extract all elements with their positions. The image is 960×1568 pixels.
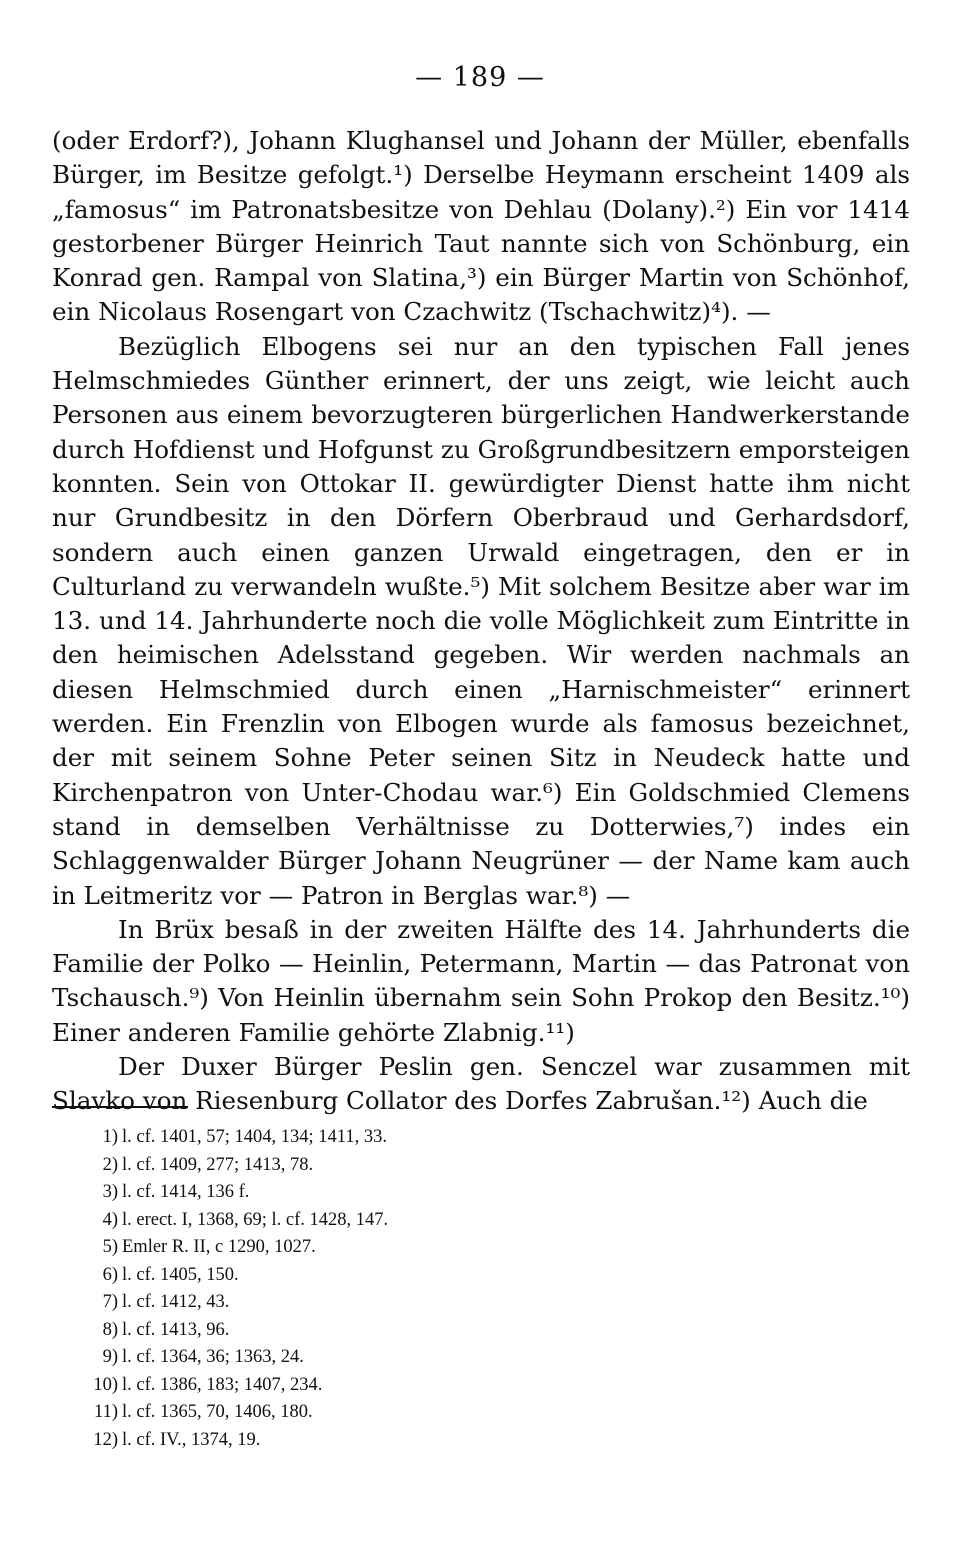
footnote <box>72 1399 872 1427</box>
paragraph: Bezüglich Elbogens sei nur an den typischen Fall jenes Helmschmiedes Günther erinnert, der uns zeigt, wie leicht auch Personen aus einem bevorzugteren bürgerlichen Handwerkerstande durch Hofdienst und Hofgunst zu Großgrundbesitzern emporsteigen konnten. Sein von Ottokar II. gewürdigter Dienst hatte ihm nicht nur Grundbesitz in den Dörfern Oberbraud und Gerhardsdorf, sondern auch einen ganzen Urwald eingetragen, den er in Culturland zu verwandeln wußte.⁵) Mit solchem Besitze aber war im 13. und 14. Jahrhunderte noch die volle Möglichkeit zum Eintritte in den heimischen Adelsstand gegeben. Wir werden nachmals an diesen Helmschmied durch einen „Harnischmeister“ erinnert werden. Ein Frenzlin von Elbogen wurde als famosus bezeichnet, der mit seinem Sohne Peter seinen Sitz in Neudeck hatte und Kirchenpatron von Unter-Chodau war.⁶) Ein Goldschmied Clemens stand in demselben Verhältnisse zu Dotterwies,⁷) indes ein Schlaggenwalder Bürger Johann Neugrüner — der Name kam auch in Leitmeritz vor — Patron in Berglas war.⁸) — <box>52 331 910 910</box>
footnote <box>72 1262 872 1290</box>
footnote-text: l. cf. 1409, 277; 1413, 78. <box>122 1154 314 1175</box>
paragraph: Der Duxer Bürger Peslin gen. Senczel war zusammen mit Slavko von Riesenburg Collator des Dorfes Zabrušan.¹²) Auch die <box>52 1052 910 1116</box>
footnote-text: l. cf. 1386, 183; 1407, 234. <box>122 1374 323 1395</box>
footnote-number: 12) <box>93 1429 118 1450</box>
footnote-text: l. cf. 1405, 150. <box>122 1264 239 1285</box>
footnote <box>72 1372 872 1400</box>
body-text <box>52 124 910 1119</box>
footnote <box>72 1427 872 1455</box>
footnote <box>72 1207 872 1235</box>
footnote-number: 1) <box>102 1127 118 1147</box>
footnote <box>72 1124 872 1152</box>
footnote-list <box>72 1124 872 1454</box>
paragraph: (oder Erdorf?), Johann Klughansel und Johann der Müller, ebenfalls Bürger, im Besitze gefolgt.¹) Derselbe Heymann erscheint 1409 als „famosus“ im Patronatsbesitze von Dehlau (Dolany).²) Ein vor 1414 gestorbener Bürger Heinrich Taut nannte sich von Schönburg, ein Konrad gen. Rampal von Slatina,³) ein Bürger Martin von Schönhof, ein Nicolaus Rosengart von Czachwitz (Tschachwitz)⁴). — <box>52 126 910 327</box>
page-number: — 189 — <box>415 62 545 93</box>
footnote-separator <box>52 1106 188 1108</box>
footnote <box>72 1234 872 1262</box>
footnote <box>72 1179 872 1207</box>
footnote-number: 3) <box>102 1182 118 1202</box>
footnote-text: l. erect. I, 1368, 69; l. cf. 1428, 147. <box>122 1209 389 1230</box>
footnote-text: l. cf. 1401, 57; 1404, 134; 1411, 33. <box>122 1127 387 1147</box>
footnote-number: 5) <box>102 1237 118 1257</box>
paragraph: In Brüx besaß in der zweiten Hälfte des 14. Jahrhunderts die Familie der Polko — Heinlin, Petermann, Martin — das Patronat von Tschausch.⁹) Von Heinlin übernahm sein Sohn Prokop den Besitz.¹⁰) Einer anderen Familie gehörte Zlabnig.¹¹) <box>52 914 910 1047</box>
footnote-number: 7) <box>102 1292 118 1312</box>
footnote <box>72 1344 872 1372</box>
footnote-number: 10) <box>93 1374 118 1395</box>
footnote-number: 6) <box>102 1264 118 1285</box>
footnote-text: l. cf. 1365, 70, 1406, 180. <box>122 1402 313 1422</box>
footnote <box>72 1289 872 1317</box>
footnote-text: l. cf. 1413, 96. <box>122 1319 230 1340</box>
footnote-text: l. cf. 1364, 36; 1363, 24. <box>122 1347 304 1367</box>
footnote-number: 8) <box>102 1319 118 1340</box>
footnote-text: l. cf. 1412, 43. <box>122 1292 230 1312</box>
footnote-text: l. cf. IV., 1374, 19. <box>122 1429 261 1450</box>
footnote-text: l. cf. 1414, 136 f. <box>122 1182 250 1202</box>
footnote-text: Emler R. II, c 1290, 1027. <box>122 1237 316 1257</box>
footnote <box>72 1317 872 1345</box>
footnote <box>72 1152 872 1180</box>
footnote-number: 11) <box>94 1402 118 1422</box>
footnote-number: 2) <box>102 1154 118 1175</box>
footnote-number: 4) <box>102 1209 118 1230</box>
footnote-number: 9) <box>102 1347 118 1367</box>
